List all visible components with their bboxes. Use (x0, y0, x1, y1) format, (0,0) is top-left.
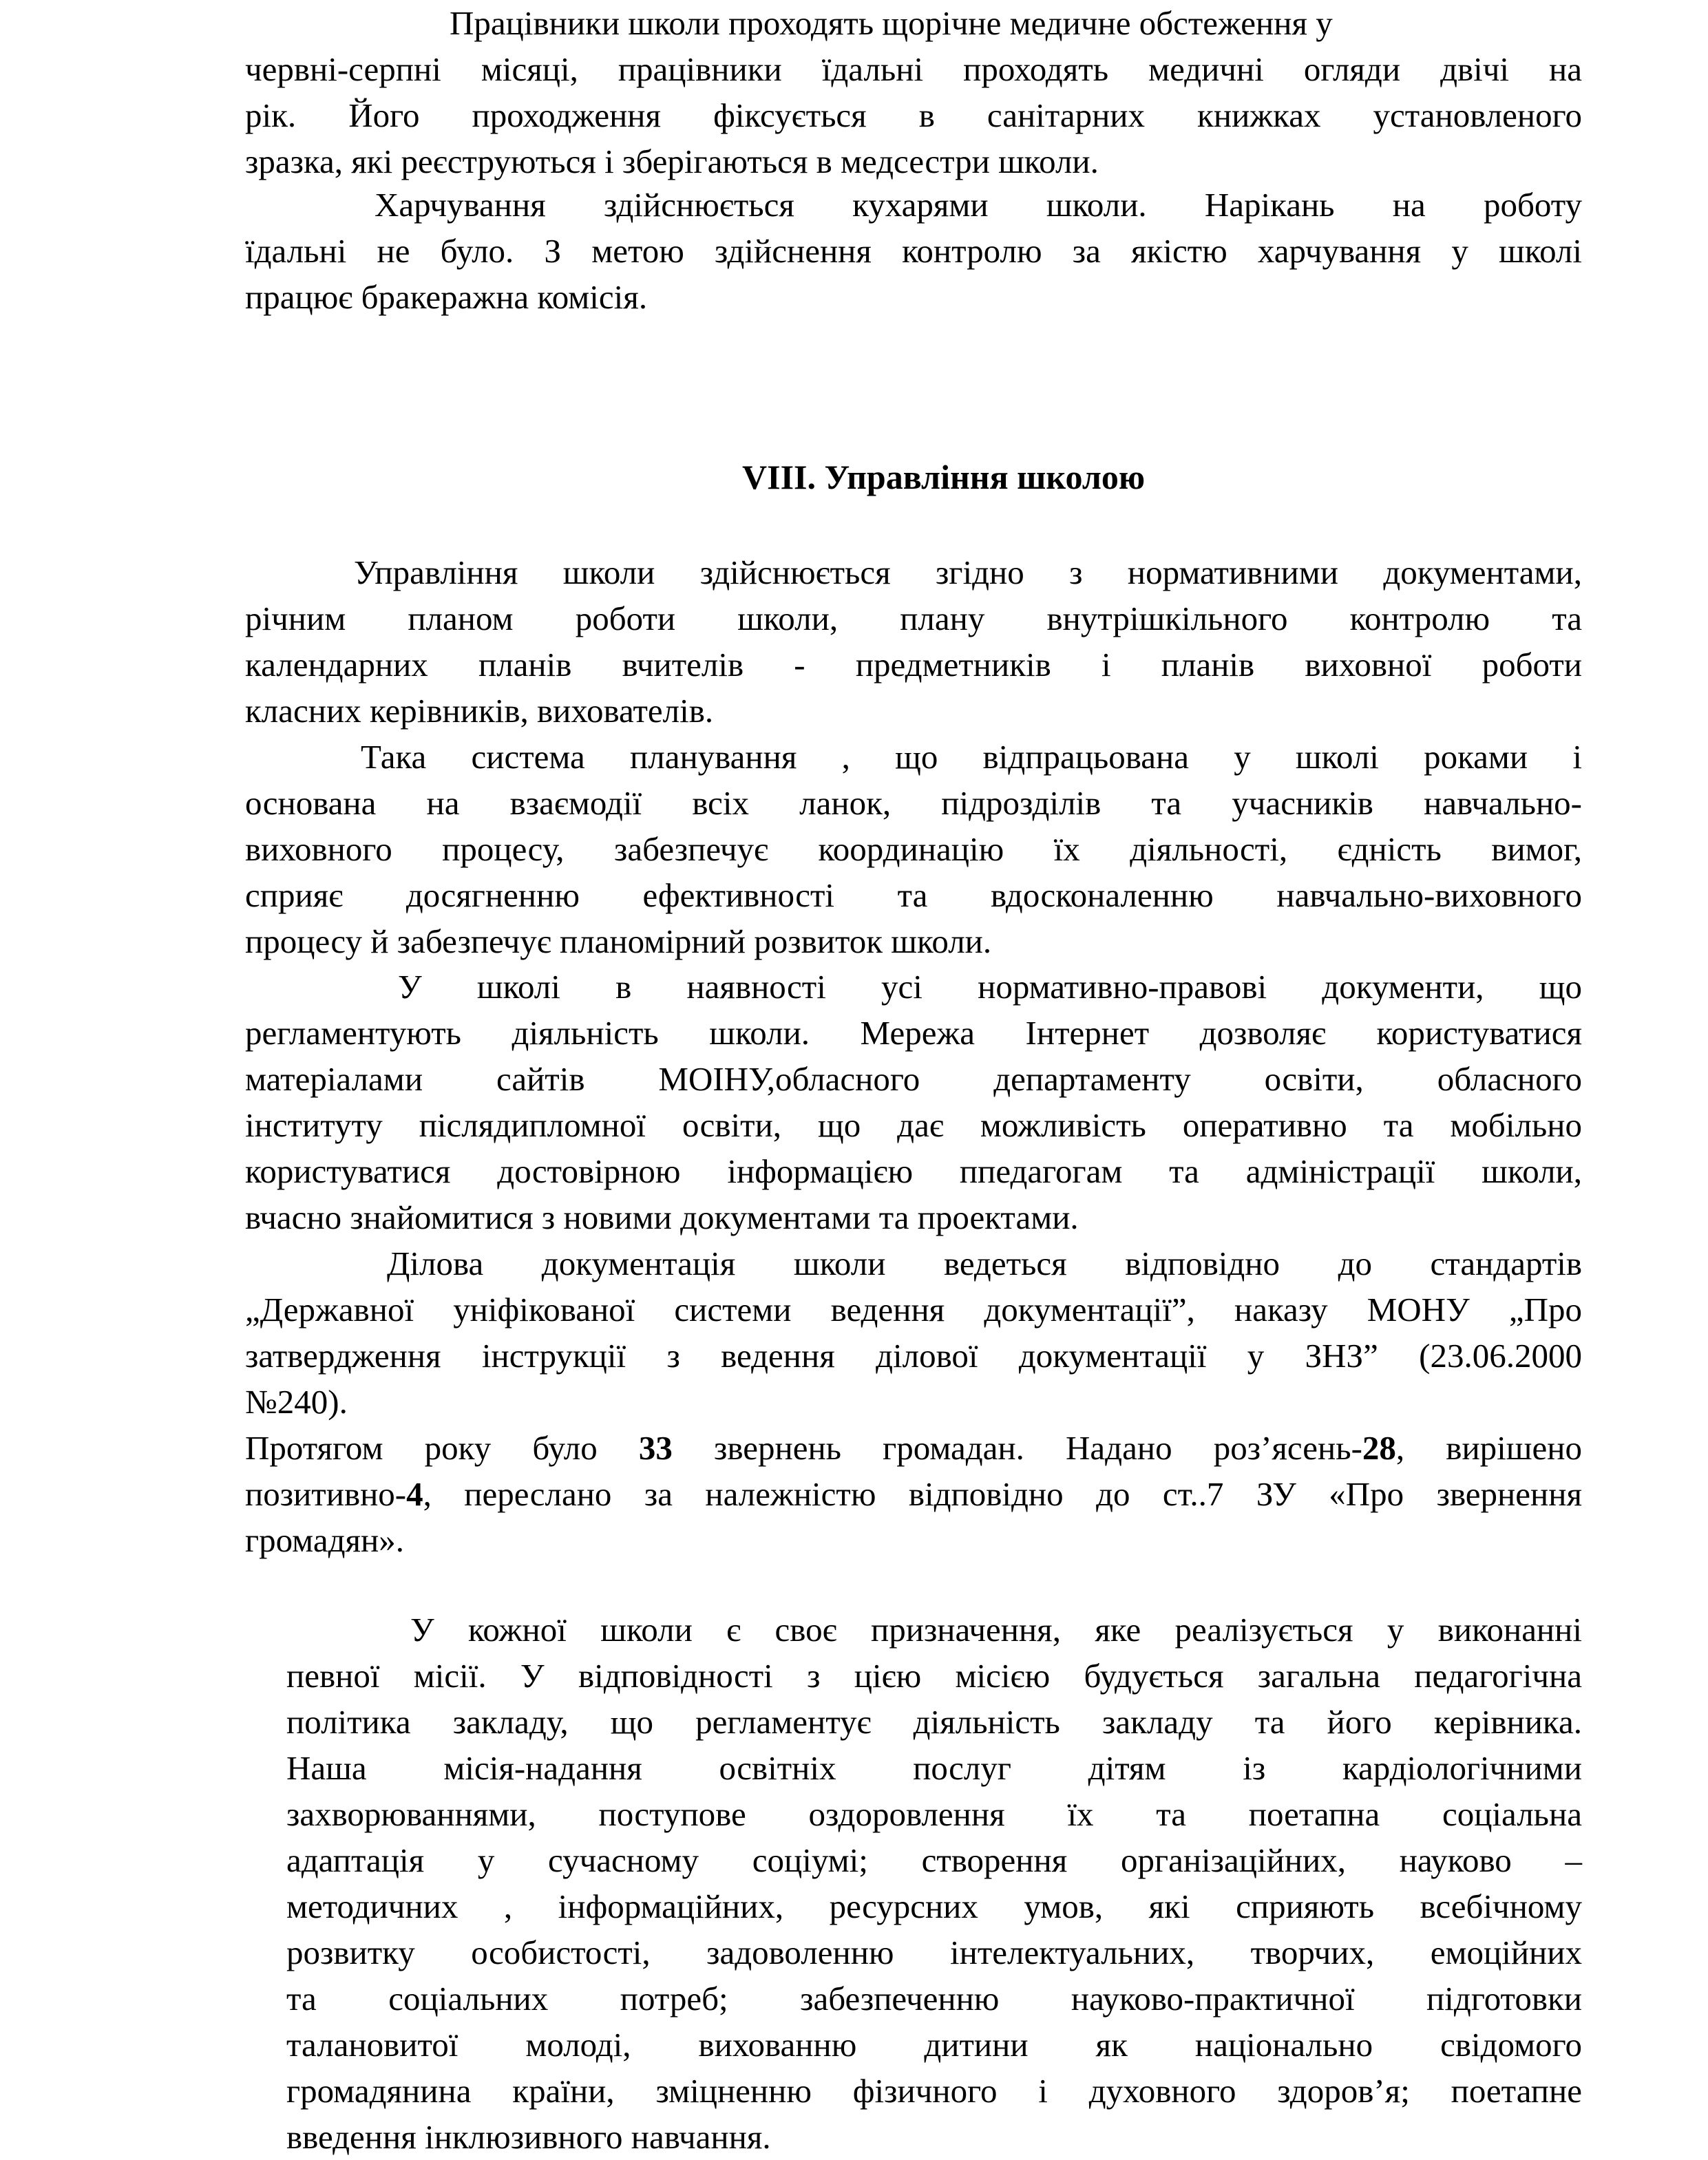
text-line: Наша місія-надання освітніх послуг дітям із кардіологічними (286, 1749, 1582, 1787)
text-line: їдальні не було. З метою здійснення контролю за якістю харчування у школі (245, 232, 1582, 270)
text-line: Управління школи здійснюється згідно з нормативними документами, (354, 553, 1582, 591)
text-line: та соціальних потреб; забезпеченню науково-практичної підготовки (286, 1980, 1582, 2018)
paragraph-medical-exam (245, 0, 1582, 184)
text-line: виховного процесу, забезпечує координацію їх діяльності, єдність вимог, (245, 830, 1582, 868)
text-line: річним планом роботи школи, плану внутрішкільного контролю та (245, 600, 1582, 637)
text-line: введення інклюзивного навчання. (286, 2118, 771, 2156)
paragraph-business-documentation (245, 1240, 1582, 1425)
text-line: талановитої молоді, вихованню дитини як національно свідомого (286, 2026, 1582, 2064)
text-line: основана на взаємодії всіх ланок, підрозділів та учасників навчально- (245, 784, 1582, 822)
paragraph-planning-system (245, 734, 1582, 964)
appeals-text: звернень громадан. Надано роз’ясень- (672, 1429, 1362, 1467)
text-line: У школі в наявності усі нормативно-правові документи, що (398, 968, 1582, 1006)
text-line: користуватися достовірною інформацією ппедагогам та адміністрації школи, (245, 1152, 1582, 1190)
paragraph-school-mission (286, 1607, 1582, 2160)
section-heading: VIII. Управління школою (742, 458, 1146, 496)
paragraph-catering (245, 182, 1582, 320)
text-line: класних керівників, вихователів. (245, 692, 714, 730)
text-line: вчасно знайомитися з новими документами та проектами. (245, 1198, 1079, 1236)
text-line: Працівники школи проходять щорічне медичне обстеження у (416, 4, 1333, 42)
text-line: рік. Його проходження фіксується в санітарних книжках установленого (245, 96, 1582, 134)
text-line: червні-серпні місяці, працівники їдальні проходять медичні огляди двічі на (245, 50, 1582, 88)
appeals-text: позитивно- (245, 1475, 407, 1513)
appeals-text: , переслано за належністю відповідно до ст..7 ЗУ «Про звернення (423, 1475, 1582, 1513)
paragraph-school-management (245, 549, 1582, 734)
text-line: методичних , інформаційних, ресурсних умов, які сприяють всебічному (286, 1887, 1582, 1925)
text-line: Харчування здійснюється кухарями школи. Нарікань на роботу (375, 186, 1582, 224)
text-line: процесу й забезпечує планомірний розвиток школи. (245, 922, 992, 960)
text-line: захворюваннями, поступове оздоровлення їх та поетапна соціальна (286, 1795, 1582, 1833)
text-line: адаптація у сучасному соціумі; створення організаційних, науково – (286, 1841, 1582, 1879)
text-line: певної місії. У відповідності з цією місією будується загальна педагогічна (286, 1657, 1582, 1695)
text-line: регламентують діяльність школи. Мережа Інтернет дозволяє користуватися (245, 1014, 1582, 1052)
paragraph-normative-documents (245, 964, 1582, 1240)
text-line: Така система планування , що відпрацьована у школі роками і (361, 738, 1582, 776)
appeals-total-count: 33 (638, 1429, 673, 1467)
text-line: матеріалами сайтів МОІНУ,обласного департаменту освіти, обласного (245, 1060, 1582, 1098)
text-line: „Державної уніфікованої системи ведення документації”, наказу МОНУ „Про (245, 1291, 1582, 1328)
text-line (245, 1425, 1582, 1471)
text-line: Ділова документація школи ведеться відповідно до стандартів (387, 1245, 1582, 1282)
text-line: розвитку особистості, задоволенню інтелектуальних, творчих, емоційних (286, 1934, 1582, 1971)
text-line: затвердження інструкції з ведення ділової документації у ЗНЗ” (23.06.2000 (245, 1337, 1582, 1375)
text-line: інституту післядипломної освіти, що дає можливість оперативно та мобільно (245, 1106, 1582, 1144)
text-line: політика закладу, що регламентує діяльність закладу та його керівника. (286, 1703, 1582, 1741)
text-line (245, 1471, 1582, 1517)
paragraph-citizen-appeals (245, 1425, 1582, 1563)
text-line: громадянина країни, зміцненню фізичного і духовного здоров’я; поетапне (286, 2072, 1582, 2110)
text-line: працює бракеражна комісія. (245, 278, 648, 316)
text-line: сприяє досягненню ефективності та вдосконаленню навчально-виховного (245, 876, 1582, 914)
text-line: У кожної школи є своє призначення, яке реалізується у виконанні (410, 1611, 1582, 1649)
appeals-resolved-count: 4 (406, 1475, 423, 1513)
text-line: зразка, які реєструються і зберігаються в медсестри школи. (245, 142, 1099, 180)
appeals-text: , вирішено (1395, 1429, 1582, 1467)
text-line: громадян». (245, 1521, 405, 1559)
text-line: №240). (245, 1383, 348, 1421)
appeals-explained-count: 28 (1362, 1429, 1396, 1467)
text-line: календарних планів вчителів - предметників і планів виховної роботи (245, 646, 1582, 684)
appeals-text: Протягом року було (245, 1429, 639, 1467)
